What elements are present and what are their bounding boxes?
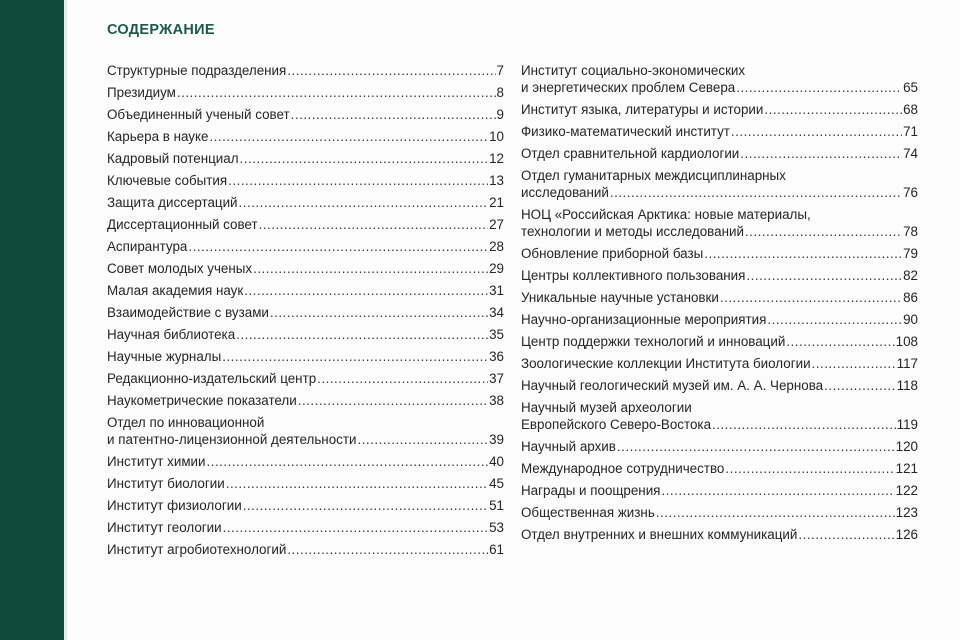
toc-entry-label: Редакционно-издательский центр: [107, 371, 317, 386]
dot-leader: [291, 106, 496, 123]
toc-entry-label: Физико-математический институт: [521, 124, 730, 139]
toc-entry-page-number: 38: [489, 393, 504, 408]
toc-entry-label: Научный архив: [521, 439, 616, 454]
toc-entry-row: [107, 475, 504, 492]
toc-entry-page-number: 45: [489, 476, 504, 491]
toc-entry-row: [107, 194, 504, 211]
toc-entry-label: Институт физиологии: [107, 498, 242, 513]
toc-entry-row: [107, 238, 504, 255]
toc-entry-page-number: 108: [895, 334, 918, 349]
toc-entry[interactable]: [521, 62, 918, 96]
toc-entry[interactable]: [521, 377, 918, 394]
toc-entry[interactable]: [107, 238, 504, 255]
dot-leader: [236, 326, 488, 343]
toc-entry-label: Карьера в науке: [107, 129, 209, 144]
toc-entry-label: Президиум: [107, 85, 176, 100]
toc-entry-row: [107, 348, 504, 365]
dot-leader: [207, 453, 489, 470]
dot-leader: [298, 392, 488, 409]
dot-leader: [610, 184, 902, 201]
toc-entry-page-number: 34: [489, 305, 504, 320]
dot-leader: [243, 497, 488, 514]
dot-leader: [228, 172, 488, 189]
dot-leader: [253, 260, 488, 277]
dot-leader: [720, 289, 902, 306]
toc-entry-row: [107, 370, 504, 387]
toc-entry-row: [521, 223, 918, 240]
toc-entry-page-number: 35: [489, 327, 504, 342]
dot-leader: [725, 460, 894, 477]
toc-entry[interactable]: [521, 355, 918, 372]
dot-leader: [270, 304, 488, 321]
toc-entry-page-number: 74: [903, 146, 918, 161]
toc-entry-page-number: 121: [895, 461, 918, 476]
toc-entry[interactable]: [107, 260, 504, 277]
toc-entry-label: Награды и поощрения: [521, 483, 661, 498]
toc-entry-page-number: 12: [489, 151, 504, 166]
toc-entry-row: [521, 504, 918, 521]
toc-entry-label: Научно-организационные мероприятия: [521, 312, 767, 327]
toc-entry-row: [107, 216, 504, 233]
toc-entry-row: [107, 392, 504, 409]
toc-entry-page-number: 27: [489, 217, 504, 232]
toc-entry-page-number: 51: [489, 498, 504, 513]
toc-entry-row: [107, 106, 504, 123]
toc-entry[interactable]: [521, 206, 918, 240]
toc-entry-label: Институт геологии: [107, 520, 222, 535]
toc-entry-row: [107, 282, 504, 299]
dot-leader: [746, 267, 902, 284]
toc-entry-page-number: 13: [489, 173, 504, 188]
dot-leader: [287, 62, 495, 79]
dot-leader: [177, 84, 496, 101]
toc-entry-row: [521, 416, 918, 433]
toc-entry-label: Общественная жизнь: [521, 505, 655, 520]
toc-entry[interactable]: [107, 216, 504, 233]
toc-entry-label: Институт химии: [107, 454, 206, 469]
toc-entry[interactable]: [107, 392, 504, 409]
toc-entry[interactable]: [107, 348, 504, 365]
dot-leader: [240, 150, 489, 167]
dot-leader: [656, 504, 895, 521]
toc-entry-row: [521, 438, 918, 455]
toc-entry-label: Диссертационный совет: [107, 217, 258, 232]
dot-leader: [745, 223, 902, 240]
toc-entry-page-number: 90: [903, 312, 918, 327]
toc-entry-row: [521, 123, 918, 140]
toc-entry[interactable]: [107, 326, 504, 343]
toc-entry-page-number: 123: [895, 505, 918, 520]
toc-entry[interactable]: [521, 526, 918, 543]
cover-spine: [0, 0, 64, 640]
toc-entry[interactable]: [107, 475, 504, 492]
toc-entry[interactable]: [107, 304, 504, 321]
toc-entry[interactable]: [107, 62, 504, 79]
dot-leader: [357, 431, 488, 448]
toc-entry-page-number: 68: [903, 102, 918, 117]
toc-entry[interactable]: [107, 414, 504, 448]
toc-entry-row: [521, 101, 918, 118]
toc-entry-label: Объединенный ученый совет: [107, 107, 290, 122]
toc-entry-row: [521, 245, 918, 262]
toc-entry-row: [521, 355, 918, 372]
toc-entry-label: Взаимодействие с вузами: [107, 305, 269, 320]
toc-entry-label: технологии и методы исследований: [521, 224, 744, 239]
toc-entry-row: [107, 541, 504, 558]
toc-entry-row: [107, 519, 504, 536]
dot-leader: [223, 519, 488, 536]
toc-entry-row: [107, 84, 504, 101]
toc-entry-title-line: НОЦ «Российская Арктика: новые материалы,: [521, 207, 811, 222]
dot-leader: [226, 475, 488, 492]
toc-entry-page-number: 10: [489, 129, 504, 144]
toc-entry-label: Уникальные научные установки: [521, 290, 719, 305]
toc-entry-row: [107, 150, 504, 167]
toc-entry[interactable]: [107, 282, 504, 299]
toc-entry-page-number: 28: [489, 239, 504, 254]
toc-entry-label: и патентно-лицензионной деятельности: [107, 432, 357, 447]
dot-leader: [239, 194, 489, 211]
toc-entry-row: [521, 145, 918, 162]
toc-entry-row: [521, 482, 918, 499]
dot-leader: [736, 79, 902, 96]
toc-entry-label: Отдел внутренних и внешних коммуникаций: [521, 527, 798, 542]
toc-entry-page-number: 86: [903, 290, 918, 305]
toc-entry-page-number: 36: [489, 349, 504, 364]
dot-leader: [209, 128, 488, 145]
toc-entry-title-line: Отдел гуманитарных междисциплинарных: [521, 168, 786, 183]
toc-entry-label: Институт языка, литературы и истории: [521, 102, 764, 117]
toc-entry-label: Зоологические коллекции Института биологии: [521, 356, 811, 371]
toc-entry-page-number: 118: [896, 378, 918, 393]
toc-entry-page-number: 122: [895, 483, 918, 498]
dot-leader: [740, 145, 902, 162]
toc-entry-page-number: 29: [489, 261, 504, 276]
toc-entry-label: Обновление приборной базы: [521, 246, 704, 261]
toc-entry-row: [521, 184, 918, 201]
toc-entry-row: [107, 260, 504, 277]
toc-entry-page-number: 9: [496, 107, 504, 122]
toc-entry[interactable]: [521, 145, 918, 162]
toc-entry-row: [107, 304, 504, 321]
dot-leader: [244, 282, 488, 299]
toc-entry-label: Научная библиотека: [107, 327, 236, 342]
toc-entry-label: Международное сотрудничество: [521, 461, 725, 476]
toc-entry-row: [521, 526, 918, 543]
toc-entry[interactable]: [521, 267, 918, 284]
toc-entry-row: [521, 79, 918, 96]
toc-entry[interactable]: [107, 194, 504, 211]
dot-leader: [786, 333, 894, 350]
toc-entry-row: [107, 172, 504, 189]
toc-entry[interactable]: [521, 101, 918, 118]
toc-entry[interactable]: [107, 128, 504, 145]
toc-entry-page-number: 119: [896, 417, 918, 432]
toc-entry-row: [521, 333, 918, 350]
toc-entry-page-number: 120: [895, 439, 918, 454]
toc-entry[interactable]: [107, 150, 504, 167]
toc-entry-page-number: 76: [903, 185, 918, 200]
dot-leader: [259, 216, 489, 233]
toc-entry-label: Отдел сравнительной кардиологии: [521, 146, 740, 161]
toc-entry[interactable]: [107, 370, 504, 387]
toc-entry[interactable]: [521, 333, 918, 350]
toc-entry-page-number: 117: [896, 356, 918, 371]
toc-entry[interactable]: [107, 84, 504, 101]
dot-leader: [617, 438, 895, 455]
toc-entry-label: Институт агробиотехнологий: [107, 542, 287, 557]
toc-entry-label: Ключевые события: [107, 173, 228, 188]
toc-entry-page-number: 79: [903, 246, 918, 261]
toc-entry[interactable]: [521, 438, 918, 455]
dot-leader: [712, 416, 896, 433]
toc-entry-label: Совет молодых ученых: [107, 261, 253, 276]
toc-entry[interactable]: [107, 497, 504, 514]
toc-entry-page-number: 39: [489, 432, 504, 447]
toc-entry-title-line: Отдел по инновационной: [107, 415, 265, 430]
toc-entry-page-number: 7: [496, 63, 504, 78]
toc-entry-label: Научный геологический музей им. А. А. Чернова: [521, 378, 824, 393]
toc-entry-label: исследований: [521, 185, 609, 200]
dot-leader: [317, 370, 488, 387]
toc-entry[interactable]: [107, 172, 504, 189]
toc-entry-page-number: 65: [903, 80, 918, 95]
dot-leader: [287, 541, 488, 558]
toc-entry-row: [107, 431, 504, 448]
toc-entry-page-number: 82: [903, 268, 918, 283]
toc-entry-title-line: Институт социально-экономических: [521, 63, 746, 78]
toc-entry[interactable]: [521, 460, 918, 477]
toc-entry-label: Европейского Северо-Востока: [521, 417, 712, 432]
toc-entry-page-number: 31: [489, 283, 504, 298]
toc-entry-row: [521, 289, 918, 306]
toc-entry-row: [107, 128, 504, 145]
toc-entry[interactable]: [107, 453, 504, 470]
toc-entry-page-number: 126: [895, 527, 918, 542]
toc-entry-page-number: 40: [489, 454, 504, 469]
dot-leader: [812, 355, 896, 372]
toc-entry[interactable]: [107, 519, 504, 536]
toc-entry-page-number: 78: [903, 224, 918, 239]
toc-title: СОДЕРЖАНИЕ: [107, 22, 215, 38]
toc-entry-page-number: 8: [496, 85, 504, 100]
dot-leader: [731, 123, 902, 140]
toc-entry[interactable]: [521, 311, 918, 328]
toc-entry[interactable]: [521, 289, 918, 306]
dot-leader: [704, 245, 902, 262]
toc-entry[interactable]: [521, 482, 918, 499]
toc-column-right: [521, 62, 918, 548]
toc-entry-page-number: 61: [489, 542, 504, 557]
toc-entry-label: Аспирантура: [107, 239, 188, 254]
toc-entry-row: [521, 377, 918, 394]
dot-leader: [767, 311, 902, 328]
toc-entry-page-number: 71: [903, 124, 918, 139]
toc-entry-label: Центры коллективного пользования: [521, 268, 746, 283]
toc-entry-row: [521, 311, 918, 328]
toc-entry[interactable]: [521, 167, 918, 201]
toc-entry-label: Защита диссертаций: [107, 195, 238, 210]
toc-entry-row: [521, 267, 918, 284]
toc-entry-label: Структурные подразделения: [107, 63, 287, 78]
toc-entry-row: [107, 497, 504, 514]
dot-leader: [764, 101, 902, 118]
toc-entry-label: Наукометрические показатели: [107, 393, 297, 408]
toc-entry[interactable]: [521, 245, 918, 262]
toc-entry-label: Научные журналы: [107, 349, 222, 364]
dot-leader: [188, 238, 488, 255]
dot-leader: [824, 377, 896, 394]
toc-entry-row: [107, 453, 504, 470]
toc-entry-row: [107, 62, 504, 79]
toc-entry-page-number: 53: [489, 520, 504, 535]
toc-entry-label: Институт биологии: [107, 476, 225, 491]
toc-entry-label: Малая академия наук: [107, 283, 244, 298]
toc-entry[interactable]: [521, 504, 918, 521]
toc-entry-label: Кадровый потенциал: [107, 151, 239, 166]
toc-entry-title-line: Научный музей археологии: [521, 400, 692, 415]
toc-entry[interactable]: [521, 399, 918, 433]
toc-entry[interactable]: [107, 541, 504, 558]
toc-entry[interactable]: [521, 123, 918, 140]
dot-leader: [661, 482, 894, 499]
toc-entry-row: [107, 326, 504, 343]
dot-leader: [222, 348, 488, 365]
toc-column-left: [107, 62, 504, 563]
toc-entry[interactable]: [107, 106, 504, 123]
toc-entry-row: [521, 460, 918, 477]
dot-leader: [798, 526, 894, 543]
toc-entry-page-number: 37: [489, 371, 504, 386]
toc-entry-label: Центр поддержки технологий и инноваций: [521, 334, 786, 349]
toc-entry-label: и энергетических проблем Севера: [521, 80, 736, 95]
toc-entry-page-number: 21: [489, 195, 504, 210]
